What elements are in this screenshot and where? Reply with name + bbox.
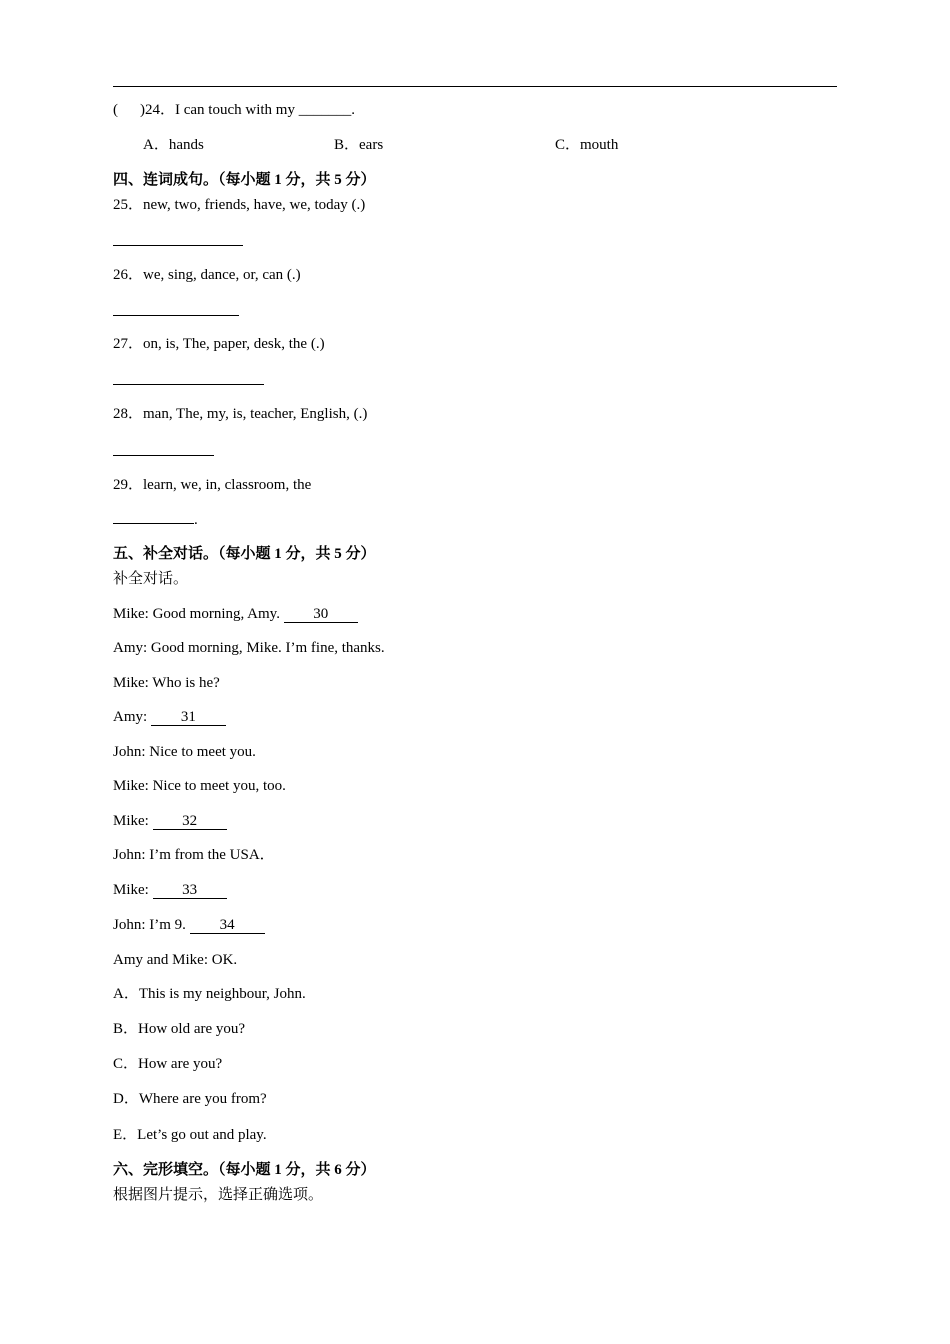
choice-a: A．This is my neighbour, John.	[113, 986, 306, 1002]
dialogue-line-5: John: Nice to meet you.	[113, 744, 256, 760]
answer-blank-27	[113, 384, 264, 385]
choice-b: B．How old are you?	[113, 1021, 246, 1037]
answer-blank-29-period: .	[194, 512, 198, 528]
dialogue-line-4	[113, 708, 226, 726]
section-4-heading: 四、连词成句。（每小题 1 分，共 5 分）	[113, 172, 376, 188]
header-rule	[113, 86, 837, 87]
dialogue-line-7	[113, 812, 227, 830]
dialogue-text: Mike:	[113, 882, 153, 898]
dialogue-line-10	[113, 916, 265, 934]
section-6-heading: 六、完形填空。（每小题 1 分，共 6 分）	[113, 1162, 376, 1178]
dialogue-line-9	[113, 881, 227, 899]
question-24	[113, 101, 355, 119]
dialogue-line-6: Mike: Nice to meet you, too.	[113, 778, 286, 794]
section-5-heading: 五、补全对话。（每小题 1 分，共 5 分）	[113, 546, 376, 562]
dialogue-blank-34: 34	[190, 917, 265, 934]
answer-paren-close: )	[140, 102, 145, 118]
answer-blank-28	[113, 455, 214, 456]
dialogue-line-11: Amy and Mike: OK.	[113, 952, 238, 968]
dialogue-text: John: I’m 9.	[113, 917, 190, 933]
dialogue-text: Amy:	[113, 709, 151, 725]
section-4-item-26: 26．we, sing, dance, or, can (.)	[113, 267, 301, 283]
section-4-item-28: 28．man, The, my, is, teacher, English, (.)	[113, 406, 368, 422]
section-4-item-29: 29．learn, we, in, classroom, the	[113, 477, 312, 493]
dialogue-text: Mike: Good morning, Amy.	[113, 606, 284, 622]
dialogue-line-3: Mike: Who is he?	[113, 675, 220, 691]
dialogue-blank-31: 31	[151, 709, 226, 726]
question-24-stem: 24．I can touch with my _______.	[145, 102, 355, 118]
q24-option-b: B．ears	[334, 137, 384, 153]
dialogue-line-2: Amy: Good morning, Mike. I’m fine, thanks.	[113, 640, 385, 656]
answer-paren-open: (	[113, 102, 118, 118]
section-5-instruction: 补全对话。	[113, 571, 189, 587]
section-4-item-25: 25．new, two, friends, have, we, today (.)	[113, 197, 366, 213]
section-6-instruction: 根据图片提示，选择正确选项。	[113, 1187, 324, 1203]
q24-option-a: A．hands	[143, 137, 204, 153]
dialogue-line-1	[113, 605, 358, 623]
choice-d: D．Where are you from?	[113, 1091, 267, 1107]
dialogue-line-8: John: I’m from the USA．	[113, 847, 275, 863]
choice-c: C．How are you?	[113, 1056, 223, 1072]
answer-blank-26	[113, 315, 239, 316]
choice-e: E．Let’s go out and play.	[113, 1127, 267, 1143]
answer-blank-25	[113, 245, 243, 246]
section-4-item-27: 27．on, is, The, paper, desk, the (.)	[113, 336, 325, 352]
q24-option-c: C．mouth	[555, 137, 619, 153]
dialogue-text: Mike:	[113, 813, 153, 829]
dialogue-blank-33: 33	[153, 882, 227, 899]
dialogue-blank-30: 30	[284, 606, 358, 623]
answer-blank-29	[113, 511, 198, 529]
dialogue-blank-32: 32	[153, 813, 227, 830]
